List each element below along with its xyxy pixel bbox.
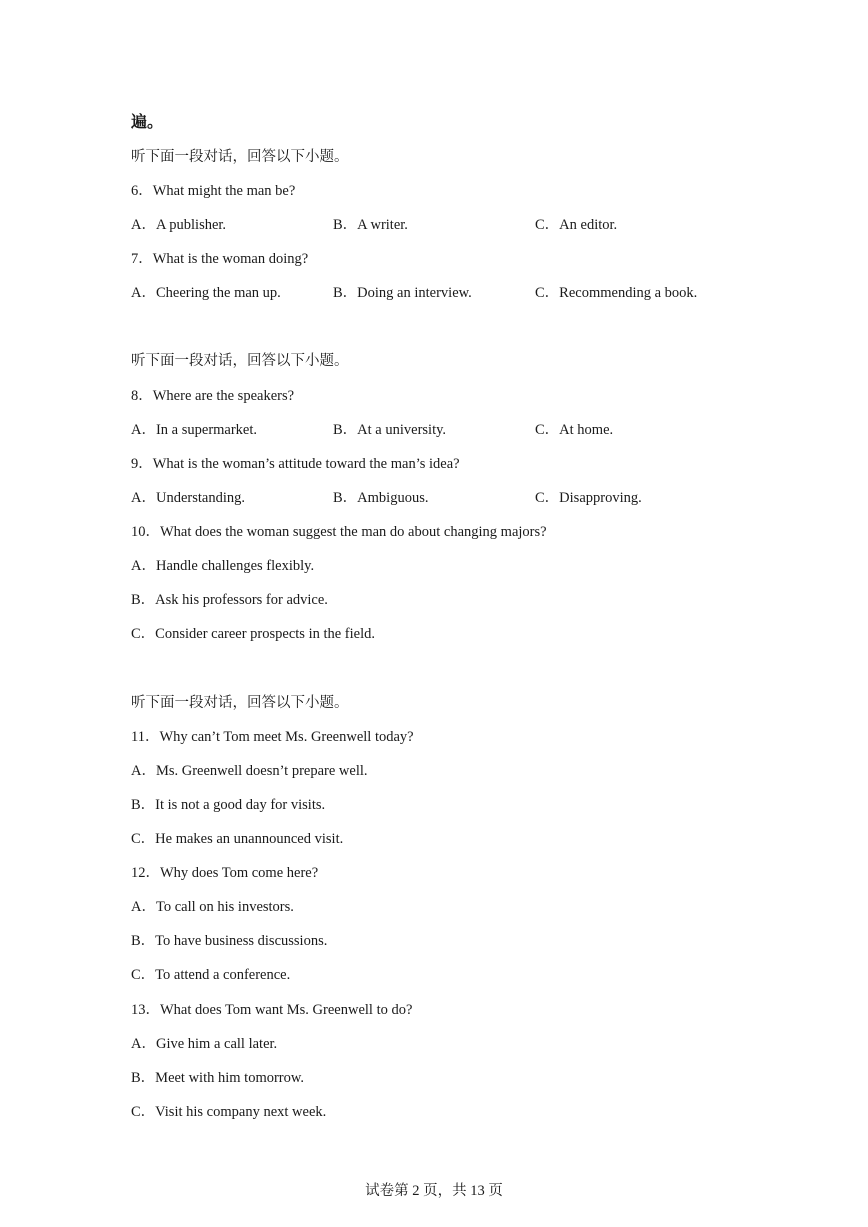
page-footer: 试卷第 2 页，共 13 页	[365, 1183, 503, 1199]
option-a: A．Handle challenges flexibly.	[131, 558, 315, 574]
option-b: B．It is not a good day for visits.	[131, 797, 326, 813]
option-c: C．An editor.	[535, 217, 618, 233]
option-b: B．Meet with him tomorrow.	[131, 1070, 305, 1086]
question-12	[131, 864, 318, 882]
question-text: Where are the speakers?	[152, 388, 295, 404]
question-number: 12．	[131, 865, 160, 881]
option-c: C．At home.	[535, 422, 614, 438]
question-text: What is the woman’s attitude toward the man’s idea?	[152, 456, 460, 472]
option-c: C．Disapproving.	[535, 490, 642, 506]
option-b: B．Doing an interview.	[333, 285, 472, 301]
question-13	[131, 1001, 412, 1019]
option-a: A．Give him a call later.	[131, 1036, 278, 1052]
section-instruction: 听下面一段对话，回答以下小题。	[131, 149, 349, 165]
section-instruction: 听下面一段对话，回答以下小题。	[131, 353, 349, 369]
option-a: A．To call on his investors.	[131, 899, 294, 915]
option-a: A．In a supermarket.	[131, 422, 258, 438]
option-c: C．Visit his company next week.	[131, 1104, 327, 1120]
section-instruction: 听下面一段对话，回答以下小题。	[131, 695, 349, 711]
option-a: A．A publisher.	[131, 217, 227, 233]
question-number: 11．	[131, 729, 160, 745]
question-number: 6．	[131, 183, 153, 199]
question-11	[131, 728, 414, 746]
option-b: B．At a university.	[333, 422, 447, 438]
option-a: A．Ms. Greenwell doesn’t prepare well.	[131, 763, 368, 779]
question-text: Why does Tom come here?	[160, 865, 319, 881]
option-b: B．Ask his professors for advice.	[131, 592, 328, 608]
question-text: What does the woman suggest the man do about changing majors?	[160, 524, 547, 540]
question-number: 9．	[131, 456, 153, 472]
option-c: C．To attend a conference.	[131, 967, 291, 983]
option-b: B．A writer.	[333, 217, 408, 233]
question-text: What does Tom want Ms. Greenwell to do?	[160, 1002, 413, 1018]
question-text: What is the woman doing?	[152, 251, 309, 267]
option-a: A．Cheering the man up.	[131, 285, 281, 301]
option-a: A．Understanding.	[131, 490, 245, 506]
top-fragment: 遍。	[131, 114, 164, 131]
option-b: B．To have business discussions.	[131, 933, 328, 949]
question-7	[131, 250, 308, 268]
question-9	[131, 455, 460, 473]
option-c: C．Consider career prospects in the field.	[131, 626, 376, 642]
question-8	[131, 387, 294, 405]
option-b: B．Ambiguous.	[333, 490, 429, 506]
question-number: 10．	[131, 524, 160, 540]
question-number: 8．	[131, 388, 153, 404]
question-number: 7．	[131, 251, 153, 267]
question-6	[131, 182, 295, 200]
question-text: Why can’t Tom meet Ms. Greenwell today?	[159, 729, 414, 745]
question-text: What might the man be?	[152, 183, 296, 199]
question-number: 13．	[131, 1002, 160, 1018]
option-c: C．He makes an unannounced visit.	[131, 831, 344, 847]
option-c: C．Recommending a book.	[535, 285, 698, 301]
question-10	[131, 523, 547, 541]
